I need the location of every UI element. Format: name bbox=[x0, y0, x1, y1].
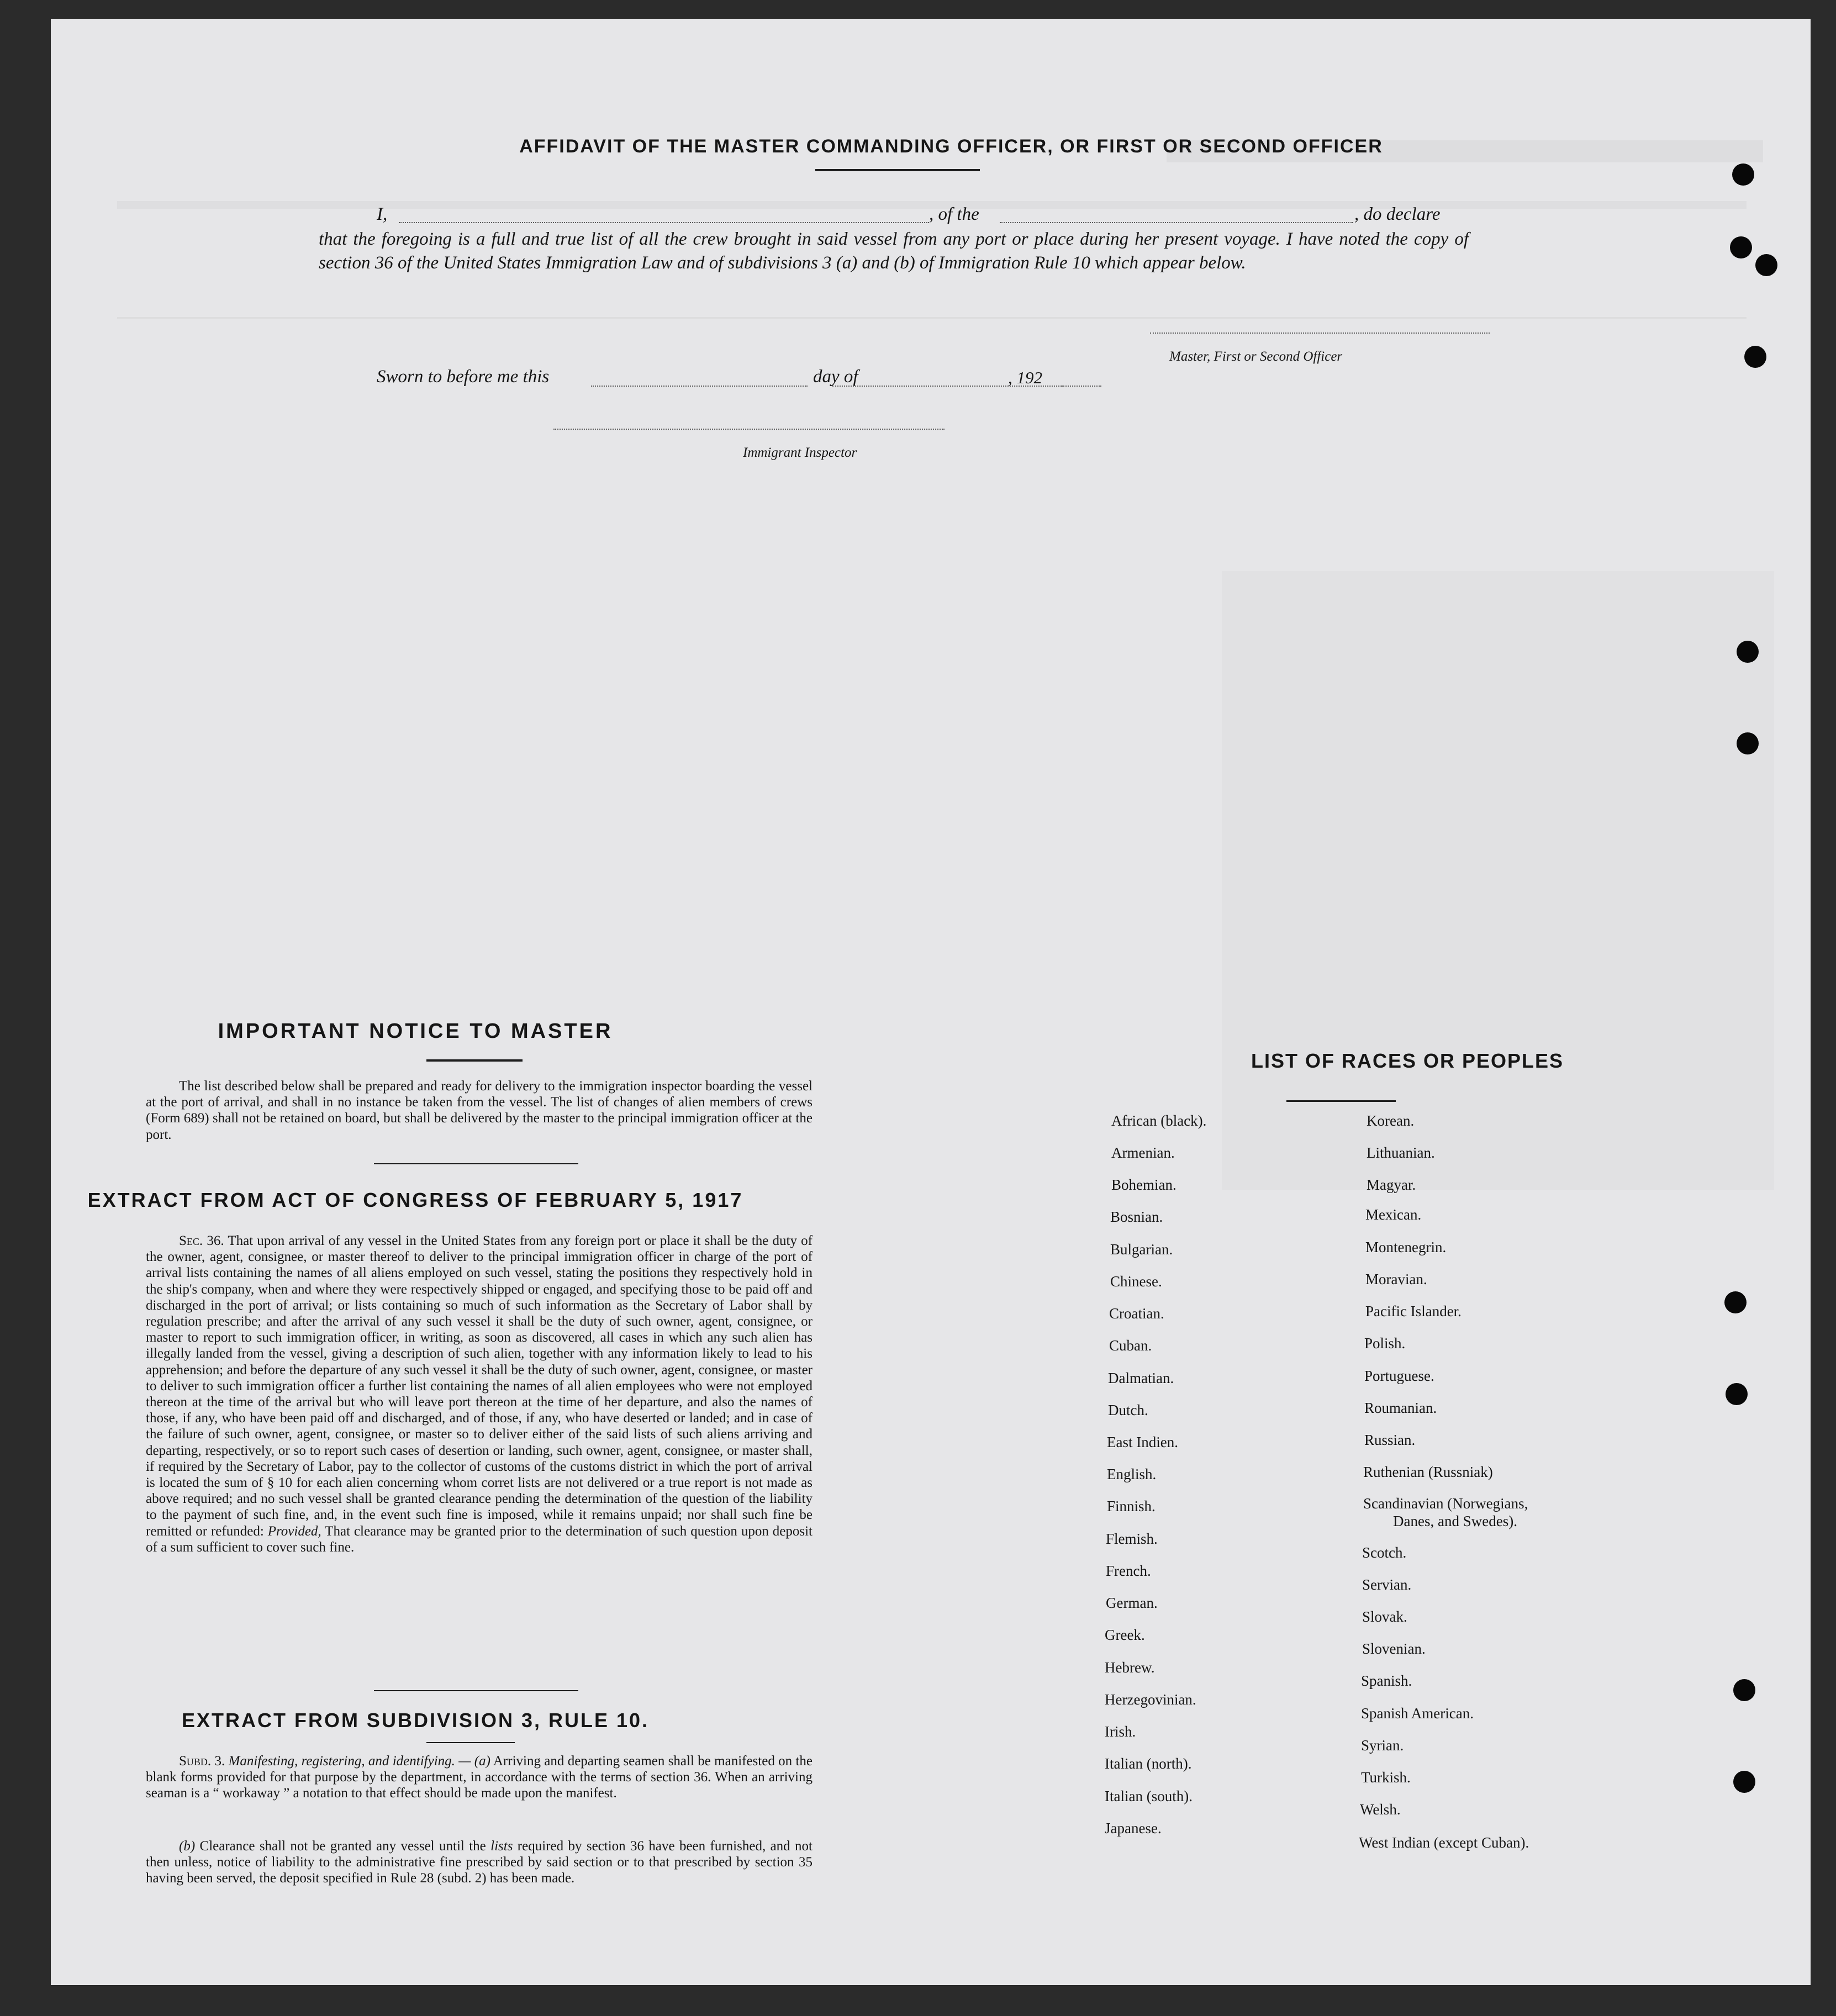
act-section-label: Sec. 36. bbox=[179, 1233, 224, 1248]
punch-hole bbox=[1744, 346, 1766, 368]
race-item: Italian (south). bbox=[1105, 1788, 1193, 1804]
bleed-through-shadow bbox=[117, 317, 1747, 319]
sworn-prefix: Sworn to before me this bbox=[377, 367, 550, 387]
races-title: LIST OF RACES OR PEOPLES bbox=[1251, 1049, 1564, 1072]
race-item: German. bbox=[1106, 1595, 1158, 1611]
punch-hole bbox=[1732, 163, 1754, 186]
race-item: Spanish American. bbox=[1361, 1705, 1474, 1722]
signature-caption: Master, First or Second Officer bbox=[1169, 349, 1343, 364]
sworn-year-field[interactable] bbox=[1062, 386, 1101, 387]
race-item: Turkish. bbox=[1361, 1769, 1411, 1786]
race-item: Danes, and Swedes). bbox=[1393, 1513, 1517, 1529]
act-title: EXTRACT FROM ACT OF CONGRESS OF FEBRUARY 5, 1917 bbox=[87, 1189, 743, 1211]
race-item: Dutch. bbox=[1108, 1402, 1148, 1418]
race-item: Japanese. bbox=[1105, 1820, 1162, 1836]
race-item: Italian (north). bbox=[1105, 1755, 1192, 1772]
race-item: Herzegovinian. bbox=[1105, 1691, 1196, 1708]
rule-title-rule bbox=[426, 1742, 515, 1743]
affidavit-i: I, bbox=[377, 204, 388, 224]
affidavit-title: AFFIDAVIT OF THE MASTER COMMANDING OFFICER, OR FIRST OR SECOND OFFICER bbox=[519, 136, 1383, 157]
rule-subd-label: Subd. 3. bbox=[179, 1754, 225, 1769]
race-item: Finnish. bbox=[1107, 1498, 1156, 1514]
race-item: Bosnian. bbox=[1110, 1208, 1163, 1225]
race-item: Korean. bbox=[1367, 1112, 1415, 1129]
affidavit-body: that the foregoing is a full and true list of all the crew brought in said vessel from any port or place during her present voyage. I have noted the copy of section 36 of the United States Immigration Law and of subdivisions 3 (a) and (b) of Immigration Rule 10 which appear below. bbox=[319, 229, 1469, 273]
race-item: Syrian. bbox=[1361, 1737, 1404, 1754]
act-divider bbox=[374, 1690, 578, 1691]
sworn-year: , 192 bbox=[1008, 368, 1042, 387]
punch-hole bbox=[1755, 254, 1777, 276]
race-item: Ruthenian (Russniak) bbox=[1363, 1464, 1493, 1480]
affidavit-do-declare: , do declare bbox=[1354, 204, 1441, 224]
notice-body-text: The list described below shall be prepared and ready for delivery to the immigration inspector boarding the vessel at the port of arrival, and shall in no instance be taken from the vessel. The list of changes of alien members of crews (Form 689) shall not be retained on board, but shall be delivered by the master to the principal immigration officer at the port. bbox=[146, 1079, 813, 1142]
race-item: Chinese. bbox=[1110, 1273, 1162, 1290]
affidavit-title-rule bbox=[815, 169, 980, 171]
race-item: Spanish. bbox=[1361, 1672, 1412, 1689]
race-item: Mexican. bbox=[1365, 1206, 1422, 1223]
race-item: West Indian (except Cuban). bbox=[1359, 1834, 1529, 1851]
inspector-caption: Immigrant Inspector bbox=[743, 445, 857, 460]
act-section-text: That upon arrival of any vessel in the United States from any foreign port or place it shall be the duty of the owner, agent, consignee, or master thereof to deliver to the principal immigration officer in charge of the port of arrival lists containing the names of all aliens employed on such vessel, stating the positions they respectively hold in the ship's company, when and where they were respectively shipped or engaged, and specifying those to be paid off and discharged in the port of arrival; or lists containing so much of such information as the Secretary of Labor shall by regulation prescribe; and after the arrival of any such vessel it shall be the duty of such owner, agent, consignee, or master to report to such immigration officer, in writing, as soon as discovered, all cases in which any such alien has illegally landed from the vessel, giving a description of such alien, together with any information likely to lead to his apprehension; and before the departure of any such vessel it shall be the duty of such owner, agent, consignee, or master to deliver to such immigration officer a further list containing the names of all alien employees who were not employed thereon at the time of the arrival but who will leave port thereon at the time of her departure, and also the names of those, if any, who have been paid off and discharged, and of those, if any, who have deserted or landed; and in case of the failure of such owner, agent, consignee, or master so to deliver either of the said lists of such aliens arriving and departing, respectively, or so to report such cases of desertion or landing, such owner, agent, consignee, or master shall, if required by the Secretary of Labor, pay to the collector of customs of the customs district in which the port of arrival is located the sum of § 10 for each alien concerning whom corret lists are not delivered or a true report is not made as above required; and no such vessel shall be granted clearance pending the determination of the question of the liability to the payment of such fine, and, in the event such fine is imposed, while it remains unpaid; nor shall such fine be remitted or refunded: bbox=[146, 1233, 813, 1539]
race-item: Montenegrin. bbox=[1365, 1239, 1447, 1255]
sworn-day-field[interactable] bbox=[591, 386, 808, 387]
declarant-name-field[interactable] bbox=[399, 222, 929, 223]
race-item: Greek. bbox=[1105, 1627, 1145, 1643]
race-item: African (black). bbox=[1111, 1112, 1207, 1129]
sworn-day-of: day of bbox=[813, 367, 858, 387]
race-item: English. bbox=[1107, 1466, 1157, 1482]
punch-hole bbox=[1724, 1291, 1747, 1313]
race-item: Slovak. bbox=[1362, 1608, 1407, 1625]
punch-hole bbox=[1733, 1771, 1755, 1793]
race-item: Slovenian. bbox=[1362, 1640, 1426, 1657]
race-item: Scandinavian (Norwegians, bbox=[1363, 1495, 1528, 1512]
punch-hole bbox=[1733, 1679, 1755, 1701]
race-item: Polish. bbox=[1364, 1335, 1406, 1352]
vessel-name-field[interactable] bbox=[1000, 222, 1353, 223]
act-provided-text: That clearance may be granted prior to the determination of such question upon deposit of a sum sufficient to cover such fine. bbox=[146, 1523, 813, 1555]
race-item: Lithuanian. bbox=[1367, 1144, 1435, 1161]
rule-a-text: Arriving and departing seamen shall be manifested on the blank forms provided for that purpose by the department, in accordance with the terms of section 36. When an arriving seaman is a “ workaway ” a notation to that effect should be made upon the manifest. bbox=[146, 1754, 813, 1801]
race-item: Magyar. bbox=[1367, 1176, 1416, 1193]
race-item: Cuban. bbox=[1109, 1337, 1152, 1354]
punch-hole bbox=[1730, 236, 1752, 258]
act-section-36 bbox=[146, 1233, 813, 1555]
race-item: Bulgarian. bbox=[1110, 1241, 1173, 1258]
races-title-rule bbox=[1286, 1100, 1396, 1102]
rule-b-text-1: Clearance shall not be granted any vessel until the bbox=[199, 1839, 486, 1854]
race-item: Bohemian. bbox=[1111, 1176, 1176, 1193]
punch-hole bbox=[1726, 1383, 1748, 1405]
notice-title-rule bbox=[426, 1059, 523, 1062]
act-provided-label: Provided, bbox=[267, 1523, 321, 1539]
rule-subd-a bbox=[146, 1753, 813, 1802]
race-item: French. bbox=[1106, 1563, 1151, 1579]
race-item: Pacific Islander. bbox=[1365, 1303, 1462, 1320]
race-item: Croatian. bbox=[1109, 1305, 1164, 1322]
race-item: Servian. bbox=[1362, 1576, 1412, 1593]
rule-subd-b bbox=[146, 1838, 813, 1887]
race-item: Russian. bbox=[1364, 1432, 1416, 1448]
rule-a-label: (a) bbox=[474, 1754, 490, 1769]
race-item: Hebrew. bbox=[1105, 1659, 1155, 1676]
notice-divider bbox=[374, 1163, 578, 1164]
race-item: Flemish. bbox=[1106, 1531, 1158, 1547]
race-item: Scotch. bbox=[1362, 1544, 1407, 1561]
bleed-through-shadow bbox=[1222, 571, 1774, 1190]
notice-body bbox=[146, 1078, 813, 1143]
affidavit-of-the: , of the bbox=[929, 204, 979, 224]
punch-hole bbox=[1737, 732, 1759, 754]
rule-b-text-2: required by section 36 have been furnished, and not then unless, notice of liability to the administrative fine prescribed by said section or to that prescribed by section 35 having been served, the deposit specified in Rule 28 (subd. 2) has been made. bbox=[146, 1839, 813, 1886]
race-item: Portuguese. bbox=[1364, 1368, 1434, 1384]
race-item: Welsh. bbox=[1360, 1801, 1401, 1818]
race-item: East Indien. bbox=[1107, 1434, 1178, 1450]
rule-b-label: (b) bbox=[179, 1839, 196, 1854]
race-item: Moravian. bbox=[1365, 1271, 1427, 1287]
rule-subd-heading: Manifesting, registering, and identifying. — bbox=[228, 1754, 471, 1769]
rule-b-lists: lists bbox=[490, 1839, 513, 1854]
race-item: Irish. bbox=[1105, 1723, 1136, 1740]
race-item: Dalmatian. bbox=[1108, 1370, 1174, 1386]
notice-title: IMPORTANT NOTICE TO MASTER bbox=[218, 1020, 613, 1043]
inspector-signature-field[interactable] bbox=[553, 429, 945, 430]
rule-title: EXTRACT FROM SUBDIVISION 3, RULE 10. bbox=[181, 1709, 650, 1732]
officer-signature-field[interactable] bbox=[1150, 333, 1490, 334]
document-page bbox=[51, 19, 1811, 1985]
race-item: Roumanian. bbox=[1364, 1400, 1437, 1416]
punch-hole bbox=[1737, 641, 1759, 663]
race-item: Armenian. bbox=[1111, 1144, 1175, 1161]
